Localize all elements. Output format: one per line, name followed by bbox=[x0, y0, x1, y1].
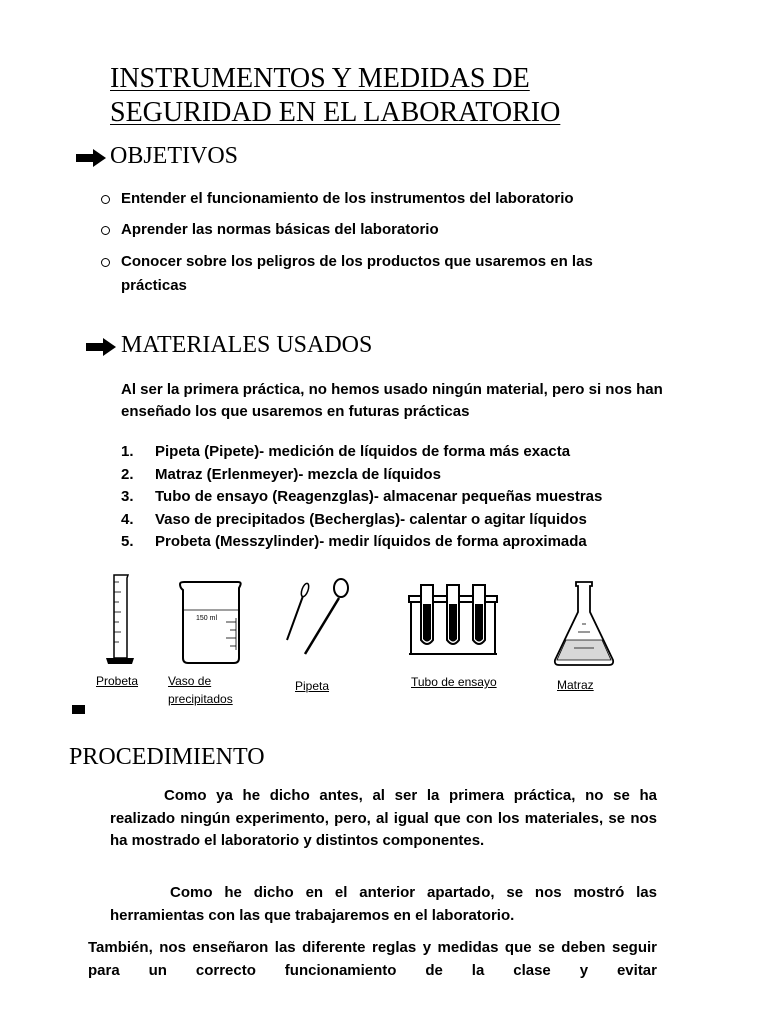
procedimiento-paragraph: Como he dicho en el anterior apartado, se nos mostró las herramientas con las que trabajaremos en el laboratorio. bbox=[110, 884, 657, 924]
caption-vaso-line-1: Vaso de bbox=[168, 674, 212, 688]
objetivos-heading: OBJETIVOS bbox=[110, 143, 239, 169]
caption-pipeta: Pipeta bbox=[295, 679, 330, 693]
caption-tubo: Tubo de ensayo bbox=[411, 675, 497, 689]
materiales-intro: Al ser la primera práctica, no hemos usado ningún material, pero si nos han enseñado los que usaremos en futuras prácticas bbox=[121, 381, 663, 420]
caption-probeta: Probeta bbox=[96, 674, 139, 688]
objetivo-item: Aprender las normas básicas del laboratorio bbox=[121, 221, 439, 238]
probeta-image bbox=[100, 572, 140, 668]
circle-bullet-icon bbox=[101, 258, 110, 267]
list-text: Vaso de precipitados (Becherglas)- calentar o agitar líquidos bbox=[155, 510, 587, 528]
list-number: 5. bbox=[121, 533, 134, 550]
list-text: Pipeta (Pipete)- medición de líquidos de forma más exacta bbox=[155, 443, 571, 460]
materiales-heading: MATERIALES USADOS bbox=[121, 332, 373, 358]
circle-bullet-icon bbox=[101, 226, 110, 235]
list-text: Probeta (Messzylinder)- medir líquidos de forma aproximada bbox=[155, 533, 587, 550]
procedimiento-heading: PROCEDIMIENTO bbox=[69, 744, 265, 770]
procedimiento-paragraph: También, nos enseñaron las diferente reglas y medidas que se deben seguir para un correcto funcionamiento de la clase y evitar bbox=[88, 939, 657, 979]
materiales-list bbox=[121, 441, 721, 554]
list-item bbox=[121, 531, 721, 554]
caption-matraz: Matraz bbox=[557, 678, 594, 692]
list-item bbox=[121, 486, 721, 509]
objetivo-item: Conocer sobre los peligros de los productos que usaremos en las prácticas bbox=[121, 253, 593, 294]
list-item bbox=[121, 441, 721, 464]
pipette-image bbox=[283, 576, 353, 656]
arrow-right-icon bbox=[76, 149, 106, 167]
list-item bbox=[121, 464, 721, 487]
arrow-right-icon bbox=[86, 338, 116, 356]
beaker-mark: 150 ml bbox=[196, 615, 218, 622]
flask-image bbox=[552, 580, 616, 668]
test-tubes-image bbox=[407, 582, 499, 658]
objetivo-item: Entender el funcionamiento de los instrumentos del laboratorio bbox=[121, 190, 574, 207]
list-text: Matraz (Erlenmeyer)- mezcla de líquidos bbox=[155, 465, 441, 483]
list-number: 3. bbox=[121, 488, 134, 505]
caption-vaso-line-2: precipitados bbox=[168, 692, 233, 706]
list-item bbox=[121, 509, 721, 532]
list-number: 1. bbox=[121, 443, 134, 460]
beaker-image bbox=[176, 580, 244, 666]
square-bullet-icon bbox=[72, 705, 85, 714]
doc-title-line-1: INSTRUMENTOS Y MEDIDAS DE bbox=[110, 63, 530, 94]
procedimiento-paragraph: Como ya he dicho antes, al ser la primera práctica, no se ha realizado ningún experimento, pero, al igual que con los materiales, se nos ha mostrado el laboratorio y distintos componentes. bbox=[110, 787, 657, 849]
doc-title-line-2: SEGURIDAD EN EL LABORATORIO bbox=[110, 97, 561, 128]
list-number: 2. bbox=[121, 465, 134, 483]
list-number: 4. bbox=[121, 510, 134, 528]
circle-bullet-icon bbox=[101, 195, 110, 204]
list-text: Tubo de ensayo (Reagenzglas)- almacenar pequeñas muestras bbox=[155, 488, 603, 505]
